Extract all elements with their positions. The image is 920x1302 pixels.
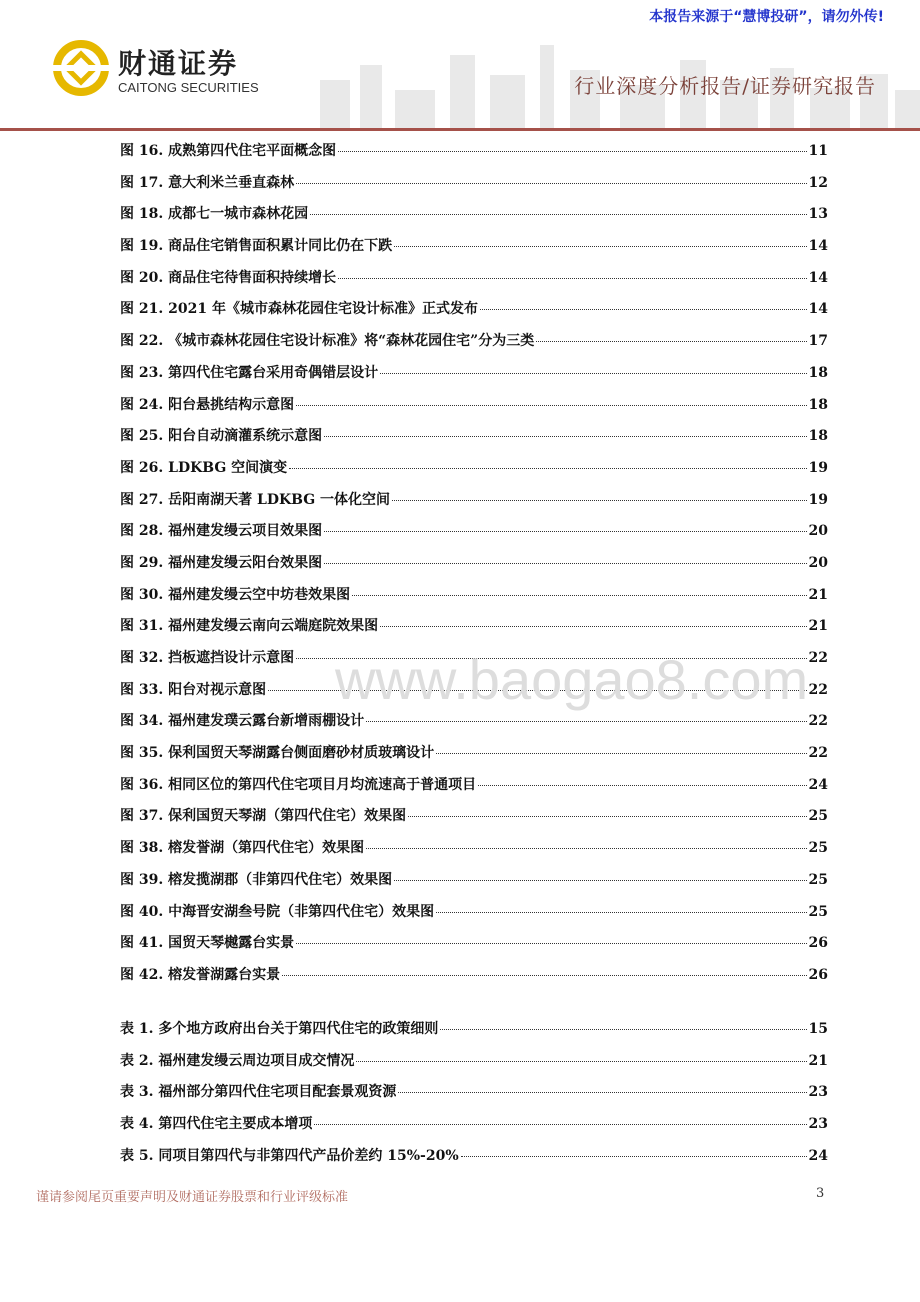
toc-entry-page: 25 [808, 808, 828, 825]
toc-entry-title: 图 29. 福州建发缦云阳台效果图 [120, 554, 323, 571]
toc-entry-page: 14 [808, 238, 828, 255]
toc-leader-dots [380, 373, 806, 374]
toc-leader-dots [408, 816, 806, 817]
toc-leader-dots [478, 785, 806, 786]
toc-table-entry[interactable] [120, 1018, 828, 1050]
toc-figure-entry[interactable] [120, 330, 828, 362]
toc-leader-dots [282, 975, 806, 976]
toc-leader-dots [296, 658, 806, 659]
toc-entry-page: 19 [808, 459, 828, 476]
toc-leader-dots [366, 721, 806, 722]
toc-table-entry[interactable] [120, 1050, 828, 1082]
toc-entry-page: 25 [808, 840, 828, 857]
toc-entry-page: 22 [808, 650, 828, 666]
toc-leader-dots [338, 278, 806, 279]
toc-entry-title: 图 22. 《城市森林花园住宅设计标准》将“森林花园住宅”分为三类 [120, 333, 535, 350]
toc-figure-entry[interactable] [120, 362, 828, 394]
toc-leader-dots [394, 880, 806, 881]
toc-figure-entry[interactable] [120, 647, 828, 679]
toc-entry-page: 18 [808, 364, 828, 381]
toc-table-entry[interactable] [120, 1081, 828, 1113]
toc-entry-page: 25 [808, 903, 828, 920]
figure-list [120, 140, 828, 996]
toc-leader-dots [398, 1092, 806, 1093]
toc-leader-dots [356, 1061, 806, 1062]
toc-entry-title: 图 38. 榕发誉湖（第四代住宅）效果图 [120, 840, 365, 857]
toc-entry-title: 图 28. 福州建发缦云项目效果图 [120, 523, 323, 540]
toc-entry-title: 图 41. 国贸天琴樾露台实景 [120, 935, 295, 952]
toc-leader-dots [296, 405, 806, 406]
toc-figure-entry[interactable] [120, 172, 828, 204]
toc-entry-title: 图 34. 福州建发璞云露台新增雨棚设计 [120, 713, 365, 730]
page-number: 3 [816, 1186, 825, 1201]
toc-entry-page: 20 [808, 523, 828, 540]
toc-entry-page: 14 [808, 301, 828, 318]
toc-entry-title: 图 39. 榕发揽湖郡（非第四代住宅）效果图 [120, 871, 393, 888]
toc-entry-page: 26 [808, 966, 828, 983]
toc-entry-page: 23 [808, 1084, 828, 1101]
toc-entry-page: 17 [808, 333, 828, 350]
toc-leader-dots [268, 690, 806, 691]
toc-leader-dots [536, 341, 806, 342]
toc-figure-entry[interactable] [120, 235, 828, 267]
toc-entry-page: 22 [808, 713, 828, 730]
toc-entry-title: 图 18. 成都七一城市森林花园 [120, 206, 309, 223]
toc-entry-page: 24 [808, 1147, 828, 1164]
table-list [120, 1018, 828, 1176]
toc-figure-entry[interactable] [120, 584, 828, 616]
toc-entry-page: 24 [808, 776, 828, 793]
toc-table-entry[interactable] [120, 1145, 828, 1177]
toc-leader-dots [324, 531, 806, 532]
toc-entry-title: 表 5. 同项目第四代与非第四代产品价差约 15%-20% [120, 1147, 459, 1164]
toc-figure-entry[interactable] [120, 394, 828, 426]
toc-entry-page: 14 [808, 269, 828, 286]
toc-entry-page: 25 [808, 871, 828, 888]
toc-entry-page: 19 [808, 491, 828, 508]
toc-entry-title: 图 26. LDKBG 空间演变 [120, 459, 288, 476]
source-notice: 本报告来源于“慧博投研”，请勿外传! [649, 9, 884, 25]
toc-leader-dots [296, 183, 806, 184]
caitong-logo-icon [52, 40, 110, 96]
toc-figure-entry[interactable] [120, 837, 828, 869]
toc-leader-dots [480, 309, 807, 310]
toc-figure-entry[interactable] [120, 679, 828, 711]
toc-figure-entry[interactable] [120, 964, 828, 996]
toc-figure-entry[interactable] [120, 742, 828, 774]
toc-entry-title: 表 2. 福州建发缦云周边项目成交情况 [120, 1052, 355, 1069]
toc-leader-dots [352, 595, 806, 596]
header-divider [0, 128, 920, 131]
toc-table-entry[interactable] [120, 1113, 828, 1145]
toc-leader-dots [289, 468, 806, 469]
toc-leader-dots [324, 436, 806, 437]
toc-entry-title: 表 4. 第四代住宅主要成本增项 [120, 1116, 313, 1133]
toc-figure-entry[interactable] [120, 901, 828, 933]
toc-leader-dots [440, 1029, 806, 1030]
toc-leader-dots [314, 1124, 806, 1125]
toc-entry-title: 图 21. 2021 年《城市森林花园住宅设计标准》正式发布 [120, 301, 478, 318]
toc-entry-page: 22 [808, 681, 828, 698]
toc-figure-entry[interactable] [120, 710, 828, 742]
toc-leader-dots [296, 943, 806, 944]
toc-figure-entry[interactable] [120, 869, 828, 901]
toc-leader-dots [338, 151, 806, 152]
toc-entry-title: 图 17. 意大利米兰垂直森林 [120, 174, 295, 191]
toc-entry-title: 表 1. 多个地方政府出台关于第四代住宅的政策细则 [120, 1021, 439, 1037]
toc-leader-dots [324, 563, 806, 564]
toc-figure-entry[interactable] [120, 425, 828, 457]
toc-leader-dots [392, 500, 806, 501]
toc-entry-page: 22 [808, 745, 828, 762]
toc-entry-title: 图 27. 岳阳南湖天著 LDKBG 一体化空间 [120, 491, 391, 508]
toc-figure-entry[interactable] [120, 267, 828, 299]
logo-chinese-name: 财通证券 [118, 47, 239, 80]
toc-entry-title: 图 40. 中海晋安湖叁号院（非第四代住宅）效果图 [120, 903, 435, 920]
toc-leader-dots [436, 753, 806, 754]
toc-entry-title: 图 33. 阳台对视示意图 [120, 681, 267, 698]
toc-figure-entry[interactable] [120, 457, 828, 489]
toc-entry-title: 图 25. 阳台自动滴灌系统示意图 [120, 428, 323, 445]
toc-entry-title: 图 30. 福州建发缦云空中坊巷效果图 [120, 586, 351, 603]
toc-leader-dots [436, 912, 806, 913]
toc-figure-entry[interactable] [120, 520, 828, 552]
toc-entry-title: 图 32. 挡板遮挡设计示意图 [120, 650, 295, 666]
toc-entry-page: 18 [808, 428, 828, 445]
toc-leader-dots [380, 626, 806, 627]
toc-entry-page: 21 [808, 618, 828, 635]
logo-english-name: CAITONG SECURITIES [118, 80, 259, 95]
toc-figure-entry[interactable] [120, 298, 828, 330]
toc-figure-entry[interactable] [120, 203, 828, 235]
toc-entry-title: 图 42. 榕发誉湖露台实景 [120, 966, 281, 983]
toc-entry-title: 图 31. 福州建发缦云南向云端庭院效果图 [120, 618, 379, 635]
toc-entry-title: 图 23. 第四代住宅露台采用奇偶错层设计 [120, 364, 379, 381]
toc-entry-page: 20 [808, 554, 828, 571]
toc-figure-entry[interactable] [120, 615, 828, 647]
toc-entry-page: 15 [808, 1021, 828, 1037]
toc-entry-page: 18 [808, 396, 828, 413]
toc-leader-dots [461, 1156, 807, 1157]
toc-entry-page: 13 [808, 206, 828, 223]
toc-entry-title: 图 16. 成熟第四代住宅平面概念图 [120, 143, 337, 159]
toc-entry-title: 表 3. 福州部分第四代住宅项目配套景观资源 [120, 1084, 397, 1101]
toc-entry-page: 21 [808, 1052, 828, 1069]
toc-entry-page: 23 [808, 1116, 828, 1133]
toc-entry-title: 图 37. 保利国贸天琴湖（第四代住宅）效果图 [120, 808, 407, 825]
toc-entry-page: 21 [808, 586, 828, 603]
toc-figure-entry[interactable] [120, 805, 828, 837]
watermark: www.baogao8.com [335, 648, 809, 711]
toc-entry-page: 11 [808, 143, 828, 159]
report-type: 行业深度分析报告/证券研究报告 [574, 74, 876, 98]
toc-entry-page: 12 [808, 174, 828, 191]
toc-figure-entry[interactable] [120, 140, 828, 172]
toc-entry-title: 图 35. 保利国贸天琴湖露台侧面磨砂材质玻璃设计 [120, 745, 435, 762]
toc-entry-title: 图 20. 商品住宅待售面积持续增长 [120, 269, 337, 286]
toc-figure-entry[interactable] [120, 932, 828, 964]
toc-figure-entry[interactable] [120, 552, 828, 584]
toc-entry-page: 26 [808, 935, 828, 952]
toc-leader-dots [366, 848, 806, 849]
toc-entry-title: 图 19. 商品住宅销售面积累计同比仍在下跌 [120, 238, 393, 255]
footer-disclaimer: 谨请参阅尾页重要声明及财通证券股票和行业评级标准 [36, 1190, 349, 1205]
toc-entry-title: 图 36. 相同区位的第四代住宅项目月均流速高于普通项目 [120, 776, 477, 793]
toc-entry-title: 图 24. 阳台悬挑结构示意图 [120, 396, 295, 413]
toc-figure-entry[interactable] [120, 489, 828, 521]
toc-leader-dots [310, 214, 806, 215]
toc-leader-dots [394, 246, 806, 247]
toc-figure-entry[interactable] [120, 774, 828, 806]
